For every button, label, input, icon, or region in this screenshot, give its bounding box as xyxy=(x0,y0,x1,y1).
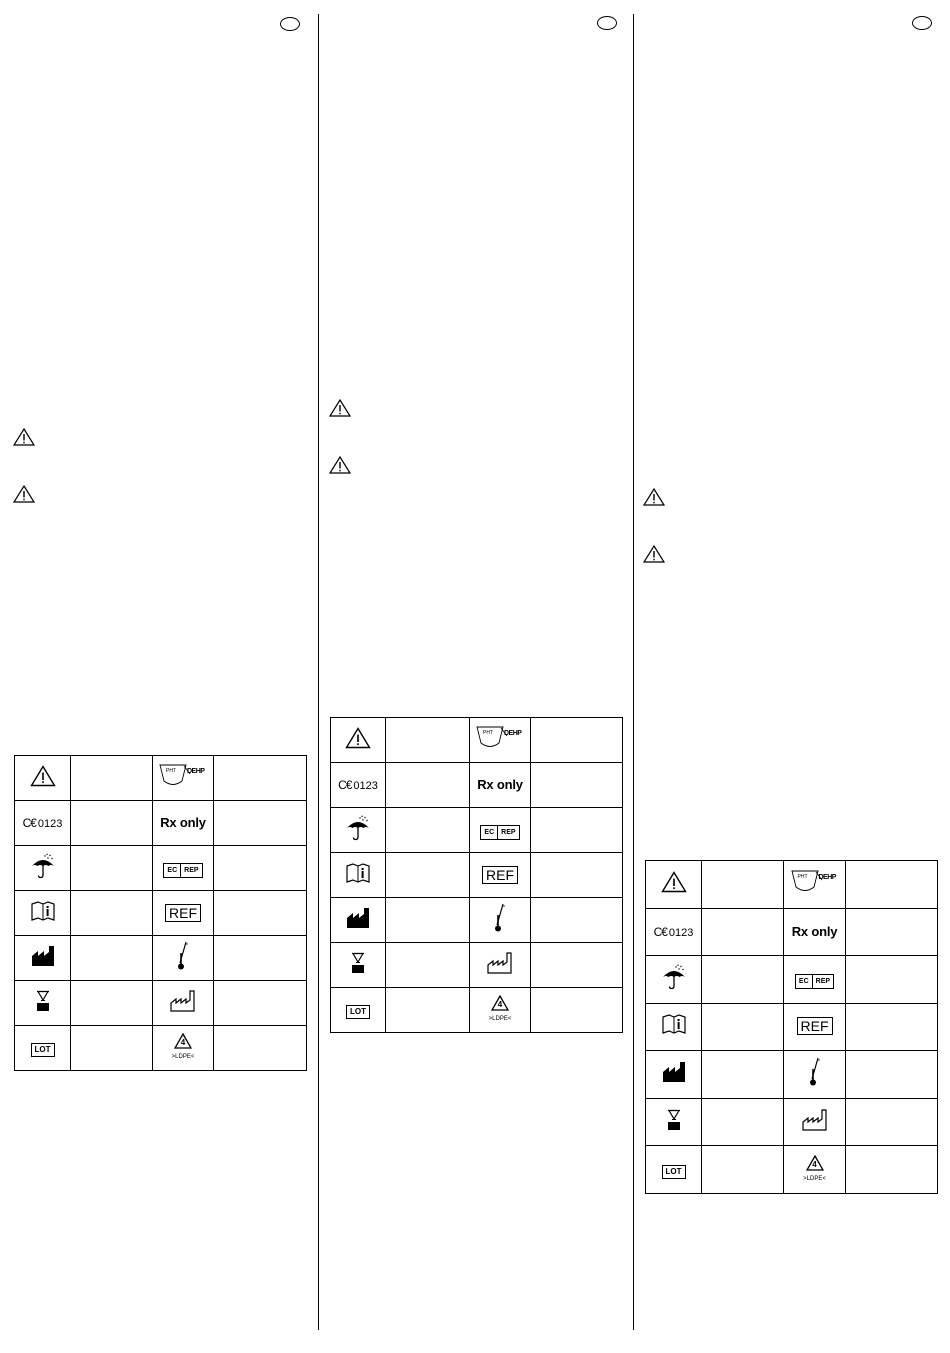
keep-dry-umbrella-icon xyxy=(646,956,702,1004)
symbol-description-cell xyxy=(702,1098,784,1146)
symbol-row xyxy=(15,1026,307,1071)
column-divider-2 xyxy=(633,14,634,1330)
ce-mark-icon: C€ 0123 xyxy=(15,801,71,846)
recycle-ldpe-icon: 4 >LDPE< xyxy=(470,988,531,1033)
symbol-row xyxy=(15,891,307,936)
symbol-row xyxy=(646,908,938,956)
symbol-table-col3 xyxy=(645,860,938,1194)
symbol-description-cell xyxy=(214,756,307,801)
caution-icon xyxy=(331,718,386,763)
use-by-hourglass-icon xyxy=(646,1098,702,1146)
symbol-description-cell xyxy=(386,808,470,853)
ref-icon: REF xyxy=(153,891,214,936)
symbol-description-cell xyxy=(846,1098,938,1146)
symbol-row xyxy=(331,943,623,988)
symbol-description-cell xyxy=(702,1051,784,1099)
symbol-row xyxy=(646,956,938,1004)
symbol-description-cell xyxy=(71,981,153,1026)
symbol-row xyxy=(331,853,623,898)
keep-dry-umbrella-icon xyxy=(331,808,386,853)
consult-instructions-icon xyxy=(646,1003,702,1051)
symbol-description-cell xyxy=(846,861,938,909)
symbol-row xyxy=(331,718,623,763)
ce-mark-icon: C€ 0123 xyxy=(646,908,702,956)
caution-icon xyxy=(15,756,71,801)
symbol-description-cell xyxy=(846,1146,938,1194)
symbol-row xyxy=(646,1146,938,1194)
symbol-description-cell xyxy=(531,763,623,808)
column-divider-1 xyxy=(318,14,319,1330)
symbol-description-cell xyxy=(71,936,153,981)
ref-icon: REF xyxy=(470,853,531,898)
symbol-row xyxy=(331,988,623,1033)
symbol-row xyxy=(15,981,307,1026)
symbol-description-cell xyxy=(531,988,623,1033)
warning-icon xyxy=(643,488,665,506)
consult-instructions-icon xyxy=(331,853,386,898)
symbol-description-cell xyxy=(386,988,470,1033)
date-of-manufacture-icon xyxy=(470,943,531,988)
ref-icon: REF xyxy=(784,1003,846,1051)
recycle-ldpe-icon: 4 >LDPE< xyxy=(153,1026,214,1071)
rx-only-icon: Rx only xyxy=(784,908,846,956)
symbol-description-cell xyxy=(846,908,938,956)
manufacturer-icon xyxy=(331,898,386,943)
symbol-description-cell xyxy=(214,981,307,1026)
symbol-description-cell xyxy=(71,756,153,801)
ec-rep-icon: EC REP xyxy=(470,808,531,853)
symbol-table-col2 xyxy=(330,717,623,1033)
symbol-row xyxy=(15,846,307,891)
symbol-description-cell xyxy=(214,846,307,891)
symbol-description-cell xyxy=(846,1003,938,1051)
date-of-manufacture-icon xyxy=(153,981,214,1026)
symbol-description-cell xyxy=(702,1003,784,1051)
symbol-description-cell xyxy=(214,801,307,846)
symbol-description-cell xyxy=(386,763,470,808)
symbol-row xyxy=(331,898,623,943)
lot-icon: LOT xyxy=(331,988,386,1033)
symbol-description-cell xyxy=(702,861,784,909)
symbol-row xyxy=(331,808,623,853)
rx-only-icon: Rx only xyxy=(470,763,531,808)
symbol-description-cell xyxy=(71,846,153,891)
symbol-description-cell xyxy=(214,936,307,981)
symbol-row xyxy=(15,801,307,846)
ec-rep-icon: EC REP xyxy=(153,846,214,891)
date-of-manufacture-icon xyxy=(784,1098,846,1146)
symbol-description-cell xyxy=(531,718,623,763)
symbol-description-cell xyxy=(702,956,784,1004)
symbol-row xyxy=(646,1003,938,1051)
manufacturer-icon xyxy=(646,1051,702,1099)
symbol-description-cell xyxy=(386,898,470,943)
recycle-ldpe-icon: 4 >LDPE< xyxy=(784,1146,846,1194)
ce-mark-icon: C€ 0123 xyxy=(331,763,386,808)
symbol-description-cell xyxy=(846,1051,938,1099)
symbol-description-cell xyxy=(71,1026,153,1071)
symbol-description-cell xyxy=(214,1026,307,1071)
symbol-description-cell xyxy=(846,956,938,1004)
symbol-description-cell xyxy=(531,898,623,943)
language-oval-col2 xyxy=(597,16,617,30)
temperature-limit-icon xyxy=(153,936,214,981)
pht-dehp-free-icon: PHT DEHP xyxy=(784,861,846,909)
rx-only-icon: Rx only xyxy=(153,801,214,846)
symbol-description-cell xyxy=(214,891,307,936)
symbol-row xyxy=(646,1098,938,1146)
pht-dehp-free-icon: PHT DEHP xyxy=(470,718,531,763)
consult-instructions-icon xyxy=(15,891,71,936)
warning-icon xyxy=(329,456,351,474)
symbol-row xyxy=(15,936,307,981)
ec-rep-icon: EC REP xyxy=(784,956,846,1004)
temperature-limit-icon xyxy=(784,1051,846,1099)
language-oval-col1 xyxy=(280,17,300,31)
symbol-description-cell xyxy=(702,908,784,956)
lot-icon: LOT xyxy=(15,1026,71,1071)
warning-icon xyxy=(13,428,35,446)
keep-dry-umbrella-icon xyxy=(15,846,71,891)
symbol-row xyxy=(646,861,938,909)
symbol-description-cell xyxy=(386,853,470,898)
lot-icon: LOT xyxy=(646,1146,702,1194)
symbol-row xyxy=(15,756,307,801)
symbol-description-cell xyxy=(71,801,153,846)
language-oval-col3 xyxy=(912,16,932,30)
symbol-description-cell xyxy=(386,943,470,988)
symbol-description-cell xyxy=(531,853,623,898)
caution-icon xyxy=(646,861,702,909)
temperature-limit-icon xyxy=(470,898,531,943)
use-by-hourglass-icon xyxy=(331,943,386,988)
symbol-row xyxy=(331,763,623,808)
warning-icon xyxy=(329,399,351,417)
warning-icon xyxy=(643,545,665,563)
symbol-description-cell xyxy=(531,808,623,853)
use-by-hourglass-icon xyxy=(15,981,71,1026)
symbol-table-col1 xyxy=(14,755,307,1071)
warning-icon xyxy=(13,485,35,503)
symbol-description-cell xyxy=(386,718,470,763)
symbol-description-cell xyxy=(531,943,623,988)
symbol-row xyxy=(646,1051,938,1099)
manufacturer-icon xyxy=(15,936,71,981)
pht-dehp-free-icon: PHT DEHP xyxy=(153,756,214,801)
symbol-description-cell xyxy=(702,1146,784,1194)
symbol-description-cell xyxy=(71,891,153,936)
